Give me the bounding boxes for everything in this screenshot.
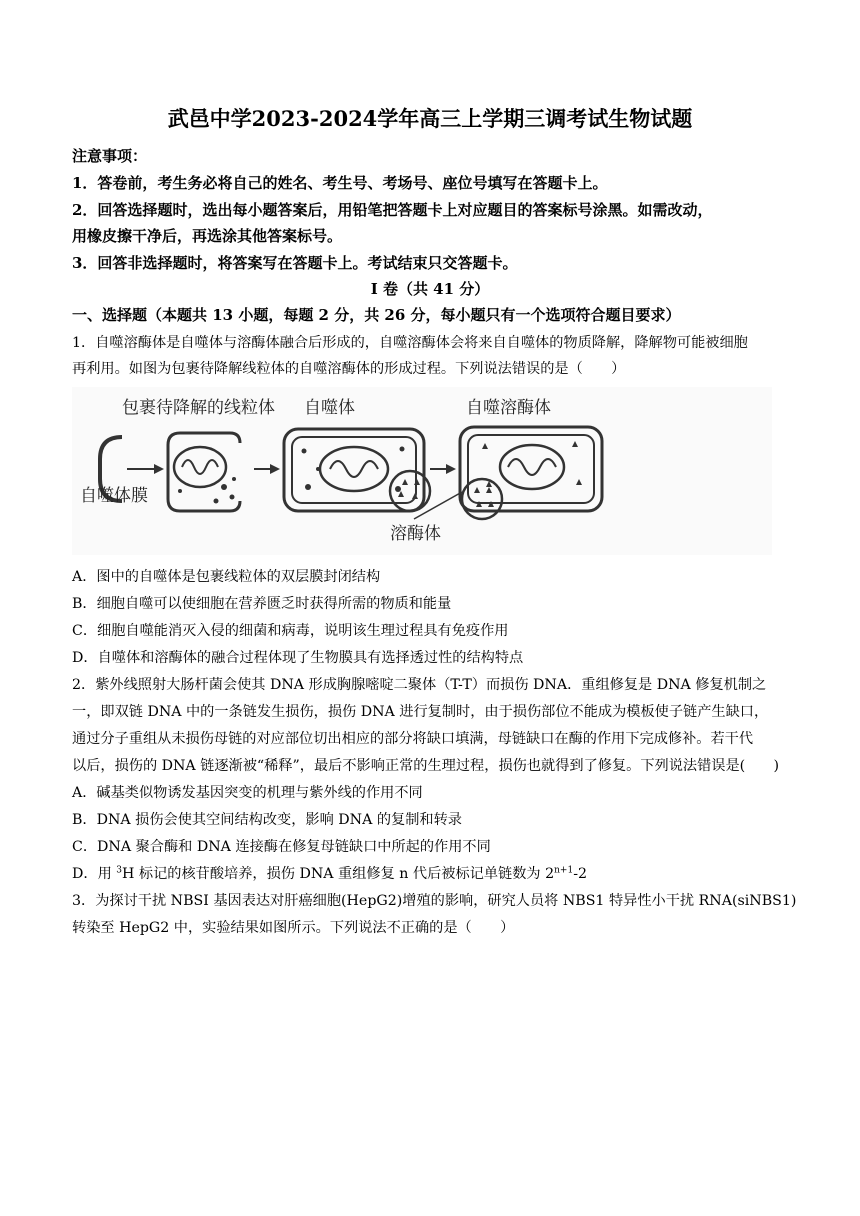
page-title: 武邑中学2023-2024学年高三上学期三调考试生物试题 (167, 106, 693, 131)
notice-item-3: 3．回答非选择题时，将答案写在答题卡上。考试结束只交答题卡。 (72, 254, 518, 272)
q2-option-a: A．碱基类似物诱发基因突变的机理与紫外线的作用不同 (72, 785, 423, 801)
fig-label-mito: 包裹待降解的线粒体 (122, 398, 275, 418)
q2-stem-line-4: 以后，损伤的 DNA 链逐渐被“稀释”，最后不影响正常的生理过程，损伤也就得到了修复。下列说法错误是( ) (72, 758, 780, 774)
q2-stem-line-1: 2．紫外线照射大肠杆菌会使其 DNA 形成胸腺嘧啶二聚体（T-T）而损伤 DNA．重组修复是 DNA 修复机制之 (72, 677, 767, 693)
q2-stem-line-3: 通过分子重组从未损伤母链的对应部位切出相应的部分将缺口填满，母链缺口在酶的作用下完成修补。若干代 (72, 731, 754, 747)
q3-stem-line-2: 转染至 HepG2 中，实验结果如图所示。下列说法不正确的是（ ） (72, 920, 515, 936)
q2-option-d (72, 864, 797, 884)
q2-option-d-mid: H 标记的核苷酸培养，损伤 DNA 重组修复 n 代后被标记单链数为 2 (122, 866, 555, 882)
notice-heading: 注意事项： (72, 147, 148, 165)
q1-option-d: D．自噬体和溶酶体的融合过程体现了生物膜具有选择透过性的结构特点 (72, 650, 524, 666)
q2-option-c: C．DNA 聚合酶和 DNA 连接酶在修复母链缺口中所起的作用不同 (72, 839, 491, 855)
fig-label-autophagosome: 自噬体 (304, 398, 355, 418)
section-title: I 卷（共 41 分） (370, 280, 490, 298)
q1-option-b: B．细胞自噬可以使细胞在营养匮乏时获得所需的物质和能量 (72, 596, 452, 612)
q1-figure (72, 387, 772, 555)
part-title: 一、选择题（本题共 13 小题，每题 2 分，共 26 分，每小题只有一个选项符合题目要求） (72, 306, 681, 324)
q1-stem-line-1: 1．自噬溶酶体是自噬体与溶酶体融合后形成的，自噬溶酶体会将来自自噬体的物质降解，降解物可能被细胞 (72, 335, 748, 351)
fig-label-lysosome: 溶酶体 (390, 524, 441, 544)
q2-option-d-post: -2 (573, 866, 588, 882)
q1-option-c: C．细胞自噬能消灭入侵的细菌和病毒，说明该生理过程具有免疫作用 (72, 623, 509, 639)
q2-option-d-sup1: 3 (116, 865, 122, 876)
q2-stem-line-2: 一，即双链 DNA 中的一条链发生损伤，损伤 DNA 进行复制时，由于损伤部位不能成为模板使子链产生缺口， (72, 704, 769, 720)
q2-option-d-sup2: n+1 (554, 865, 574, 876)
q3-stem-line-1: 3．为探讨干扰 NBSI 基因表达对肝癌细胞(HepG2)增殖的影响，研究人员将 NBS1 特异性小干扰 RNA(siNBS1) (72, 893, 797, 909)
notice-item-1: 1．答卷前，考生务必将自己的姓名、考生号、考场号、座位号填写在答题卡上。 (72, 174, 608, 192)
q1-stem-line-2: 再利用。如图为包裹待降解线粒体的自噬溶酶体的形成过程。下列说法错误的是（ ） (72, 361, 626, 377)
q2-option-d-pre: D．用 (72, 866, 117, 882)
fig-label-autolysosome: 自噬溶酶体 (466, 398, 551, 418)
fig-label-membrane: 自噬体膜 (80, 486, 148, 506)
notice-item-2-cont: 用橡皮擦干净后，再选涂其他答案标号。 (72, 227, 343, 245)
q2-option-b: B．DNA 损伤会使其空间结构改变，影响 DNA 的复制和转录 (72, 812, 462, 828)
q1-option-a: A．图中的自噬体是包裹线粒体的双层膜封闭结构 (72, 569, 381, 585)
notice-item-2: 2．回答选择题时，选出每小题答案后，用铅笔把答题卡上对应题目的答案标号涂黑。如需改动， (72, 201, 713, 219)
